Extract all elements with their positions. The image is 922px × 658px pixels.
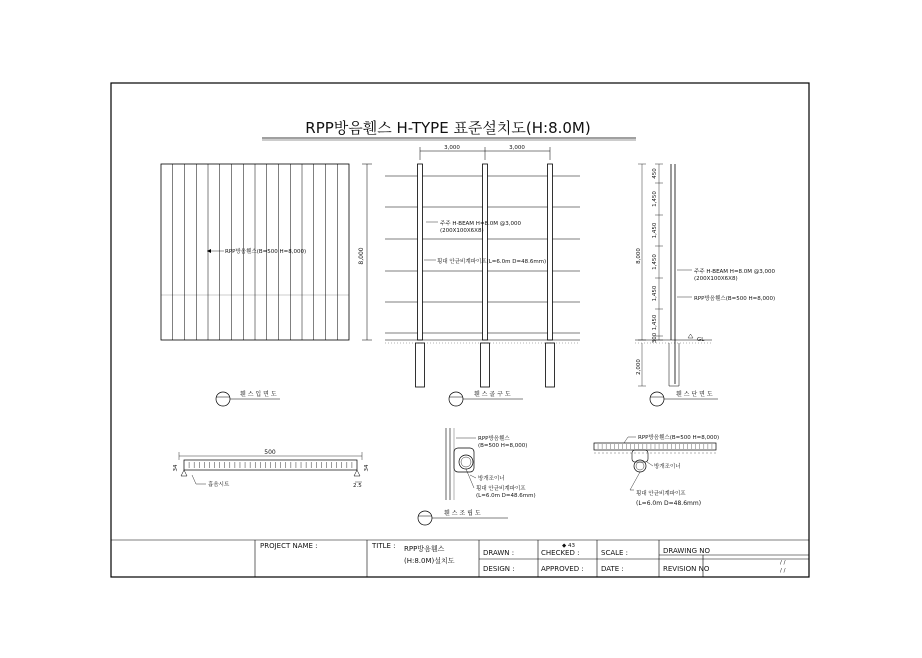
elevation-panel-label: RPP방음휀스(B=500 H=8,000) <box>225 249 307 255</box>
section-ground-label: GL <box>697 337 705 343</box>
frame-view-marker <box>449 392 463 406</box>
plan-pipe-size: (L=6.0m D=48.6mm) <box>636 500 702 507</box>
project-name-label: PROJECT NAME : <box>260 542 318 550</box>
plan-corner-label: 방개조이너 <box>654 464 681 470</box>
post-footing <box>546 343 555 387</box>
frame-span-dim-1: 3,000 <box>444 145 460 151</box>
title-line-1: RPP방음휀스 <box>404 545 445 553</box>
section-view-marker <box>650 392 664 406</box>
revision-no-label: REVISION NO <box>663 565 710 573</box>
panel-detail <box>173 449 370 489</box>
plan-view-label: 휀 스 조 립 도 <box>444 510 481 517</box>
plan-detail <box>418 433 719 525</box>
scale-label: SCALE : <box>601 549 629 557</box>
section-embed-dim: 2,000 <box>636 359 642 375</box>
panel-thickness-dim: 2.5 <box>353 483 362 489</box>
panel-left-dim: 34 <box>173 464 179 472</box>
h-beam-post <box>418 164 423 340</box>
frame-pipe-label: 횡대 안균비계파이프(L=6.0m D=48.6mm) <box>437 259 547 265</box>
elevation-view <box>161 164 372 406</box>
panel-width-dim: 500 <box>264 449 276 456</box>
drawing-no-label: DRAWING NO <box>663 547 710 555</box>
frame-post-size: (200X100X6X8) <box>440 228 484 234</box>
section-panel-label: RPP방음휀스(B=500 H=8,000) <box>694 296 776 302</box>
sheet-border <box>111 83 809 577</box>
drawn-label: DRAWN : <box>483 549 515 557</box>
design-label: DESIGN : <box>483 565 515 573</box>
elevation-view-marker <box>216 392 230 406</box>
clamp-pipe-label: 횡대 안균비계파이프 <box>476 486 526 492</box>
section-height-dim: 8,000 <box>636 248 642 264</box>
section-segment-dim: 300 <box>652 332 658 344</box>
clamp-detail <box>446 428 536 500</box>
section-post-label: 주주 H-BEAM H=8.0M @3,000 <box>694 269 776 275</box>
section-segment-dim: 1,450 <box>652 191 658 207</box>
section-view-label: 휀 스 단 면 도 <box>676 391 713 398</box>
post-footing <box>416 343 425 387</box>
section-segment-dim: 450 <box>652 168 658 179</box>
post-footing <box>481 343 490 387</box>
section-view <box>635 164 776 406</box>
section-segment-dim: 1,450 <box>652 254 658 270</box>
section-segment-dim: 1,450 <box>652 222 658 239</box>
frame-view <box>385 145 580 406</box>
clamp-panel-size: (B=500 H=8,000) <box>478 443 528 449</box>
frame-post-label: 주주 H-BEAM H=8.0M @3,000 <box>440 221 522 227</box>
section-segment-dim: 1,450 <box>652 314 658 331</box>
panel-sheet-label: 흡음시트 <box>208 482 230 488</box>
section-post-size: (200X100X6X8) <box>694 276 738 282</box>
elevation-height-dim: 8,000 <box>358 247 365 265</box>
checked-label: CHECKED : <box>541 549 580 557</box>
frame-view-label: 휀 스 골 구 도 <box>474 391 511 398</box>
revision-marks-1: / / <box>780 560 786 566</box>
frame-span-dim-2: 3,000 <box>509 145 525 151</box>
elevation-view-label: 휀 스 입 면 도 <box>240 391 277 398</box>
plan-pipe-label: 횡대 안균비계파이프 <box>636 491 686 497</box>
sheet-mark: ◆ 43 <box>562 543 575 549</box>
approved-label: APPROVED : <box>541 565 584 573</box>
section-segment-dim: 1,450 <box>652 285 658 302</box>
date-label: DATE : <box>601 565 624 573</box>
drawing-title: RPP방음휀스 H-TYPE 표준설치도(H:8.0M) <box>305 119 591 137</box>
plan-view-marker <box>418 511 432 525</box>
clamp-panel-label: RPP방음휀스 <box>478 436 510 442</box>
clamp-corner-label: 방개조이너 <box>478 476 505 482</box>
panel-right-dim: 34 <box>364 464 370 472</box>
title-label: TITLE : <box>372 542 396 550</box>
plan-panel-label: RPP방음휀스(B=500 H=8,000) <box>638 435 720 441</box>
h-beam-post <box>548 164 553 340</box>
revision-marks-2: / / <box>780 568 786 574</box>
title-line-2: (H:8.0M)설치도 <box>404 557 455 565</box>
clamp-pipe-size: (L=6.0m D=48.6mm) <box>476 493 536 499</box>
h-beam-post <box>483 164 488 340</box>
